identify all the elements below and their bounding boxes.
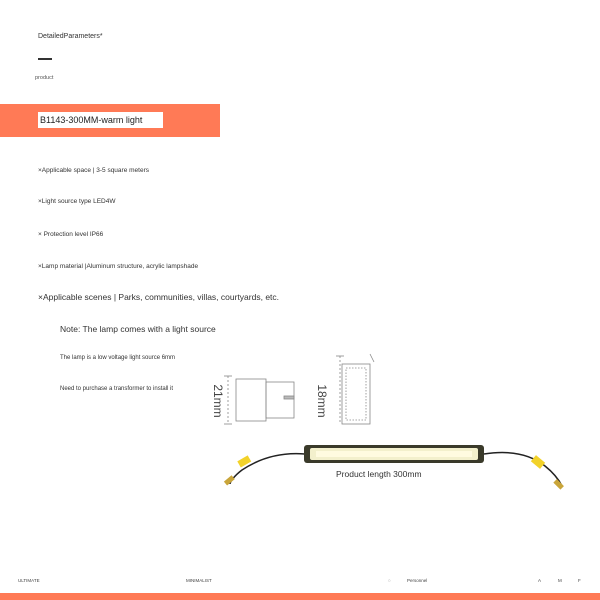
footer-ultimate: ULTIMATE [18,578,40,583]
footer-accent-bar [0,593,600,600]
footer-letter-f: F [578,578,581,583]
product-model-label: B1143-300MM-warm light [40,115,143,125]
spec-lamp-material: ×Lamp material |Aluminum structure, acrylic lampshade [38,263,199,270]
dim-height-label: 21mm [211,384,225,418]
spec-applicable-space: ×Applicable space | 3-5 square meters [38,167,149,174]
note-low-voltage: The lamp is a low voltage light source 6mm [60,355,176,361]
cross-section-drawing [336,354,374,424]
footer-personnel: Personnel [407,578,428,583]
footer-letter-m: M [558,578,562,583]
dim-width-label: 18mm [315,384,329,418]
footer-letter-a: A [538,578,542,583]
lamp-product-drawing [220,430,580,500]
right-cable [484,453,562,487]
spec-applicable-scenes: ×Applicable scenes | Parks, communities, villas, courtyards, etc. [38,292,280,302]
note-transformer: Need to purchase a transformer to install it [60,386,174,392]
page-title: DetailedParameters* [38,33,103,40]
dimension-diagram [196,346,386,426]
light-bar-glow [316,451,472,457]
spec-light-source: ×Light source type LED4W [38,198,116,205]
product-length-label: Product length 300mm [336,469,422,479]
note-main: Note: The lamp comes with a light source [60,324,216,334]
side-profile-drawing [224,376,294,424]
right-connector-tag [531,455,545,469]
left-cable [230,454,305,484]
title-underline [38,58,52,60]
footer-minimalist: MINIMALIST [186,578,212,583]
spec-protection-level: × Protection level IP66 [38,231,104,238]
footer-dot: ○ [388,578,391,583]
section-subtitle: product [35,75,54,81]
